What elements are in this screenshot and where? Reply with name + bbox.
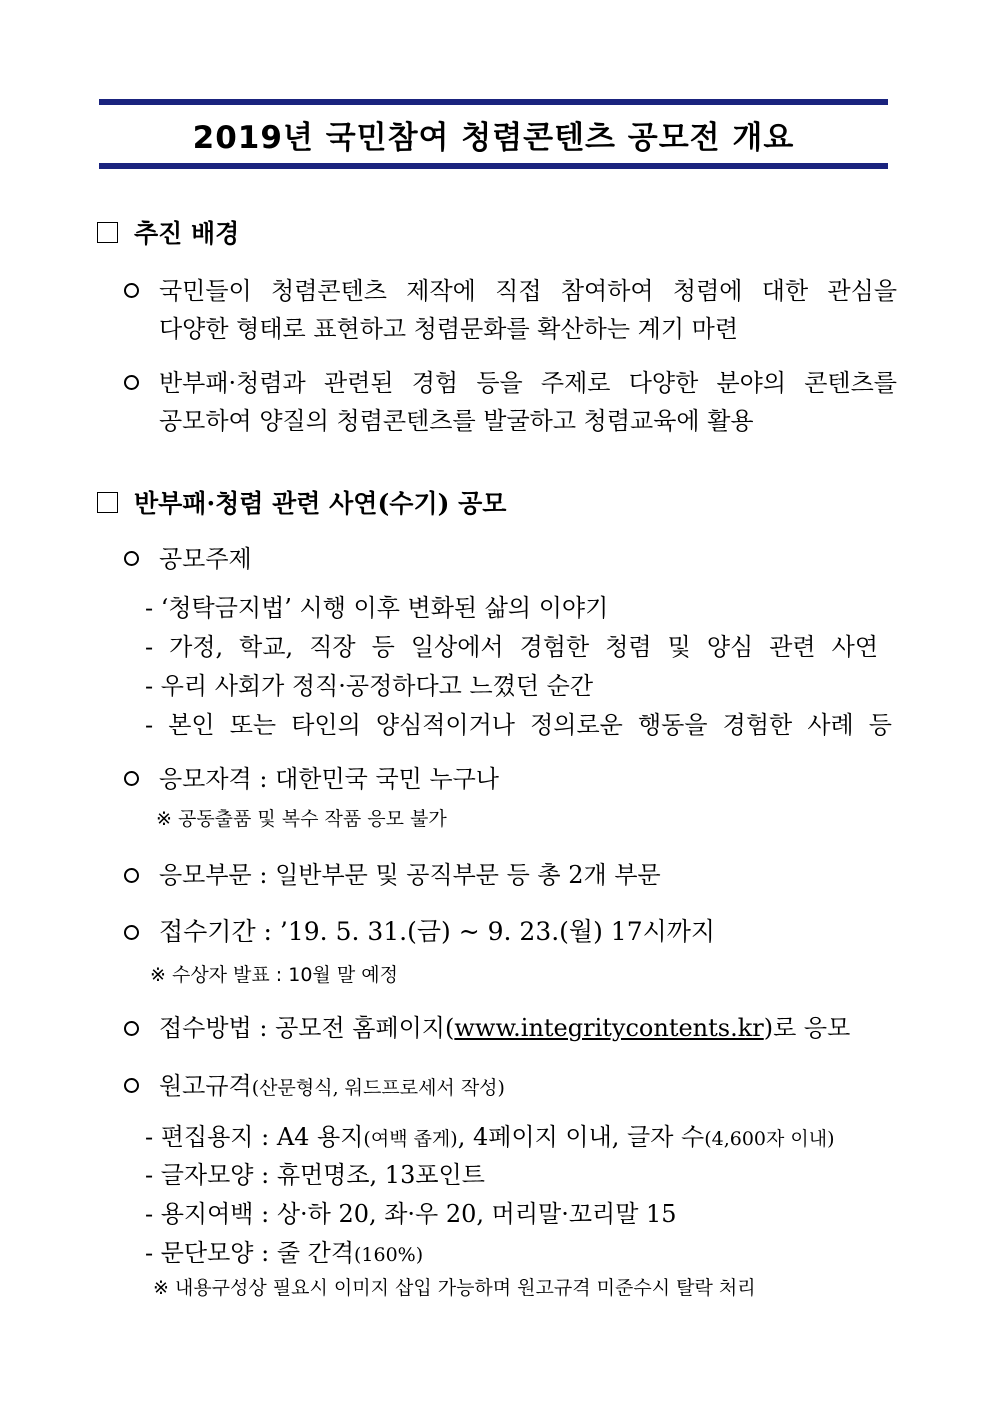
theme-item: - 우리 사회가 정직·공정하다고 느꼈던 순간	[145, 672, 594, 700]
theme-item: - ‘청탁금지법’ 시행 이후 변화된 삶의 이야기	[145, 594, 609, 622]
background-item-1-line-1: 국민들이 청렴콘텐츠 제작에 직접 참여하여 청렴에 대한 관심을	[159, 277, 897, 305]
category: 응모부문 : 일반부문 및 공직부문 등 총 2개 부문	[159, 861, 661, 889]
section-heading-story-contest: 반부패·청렴 관련 사연(수기) 공모	[97, 484, 506, 520]
spec-paper: - 편집용지 : A4 용지(여백 좁게), 4페이지 이내, 글자 수(4,600자 이내)	[145, 1123, 835, 1151]
checkbox-square-icon	[97, 492, 118, 513]
eligibility: 응모자격 : 대한민국 국민 누구나	[159, 765, 499, 793]
bullet-circle-icon	[124, 375, 139, 390]
spec-note: ※ 내용구성상 필요시 이미지 삽입 가능하며 원고규격 미준수시 탈락 처리	[153, 1277, 756, 1299]
bullet-circle-icon	[124, 868, 139, 883]
background-item-2-line-2: 공모하여 양질의 청렴콘텐츠를 발굴하고 청렴교육에 활용	[159, 407, 754, 435]
period-note: ※ 수상자 발표 : 10월 말 예정	[150, 964, 398, 986]
title-bottom-rule	[99, 163, 888, 169]
bullet-circle-icon	[124, 1021, 139, 1036]
page-title: 2019년 국민참여 청렴콘텐츠 공모전 개요	[192, 120, 795, 156]
bullet-circle-icon	[124, 551, 139, 566]
spec-label: 원고규격(산문형식, 워드프로세서 작성)	[159, 1072, 505, 1100]
eligibility-note: ※ 공동출품 및 복수 작품 응모 불가	[156, 808, 447, 830]
spec-font: - 글자모양 : 휴먼명조, 13포인트	[145, 1161, 485, 1189]
bullet-circle-icon	[124, 1078, 139, 1093]
spec-margins: - 용지여백 : 상·하 20, 좌·우 20, 머리말·꼬리말 15	[145, 1200, 677, 1228]
title-top-rule	[99, 99, 888, 105]
submission-period: 접수기간 : ’19. 5. 31.(금) ~ 9. 23.(월) 17시까지	[159, 917, 716, 946]
section-heading-background: 추진 배경	[97, 214, 239, 250]
theme-item: - 가정, 학교, 직장 등 일상에서 경험한 청렴 및 양심 관련 사연	[145, 633, 878, 661]
theme-item: - 본인 또는 타인의 양심적이거나 정의로운 행동을 경험한 사례 등	[145, 711, 892, 739]
background-item-2-line-1: 반부패·청렴과 관련된 경험 등을 주제로 다양한 분야의 콘텐츠를	[159, 369, 897, 397]
bullet-circle-icon	[124, 283, 139, 298]
homepage-link[interactable]: www.integritycontents.kr	[454, 1014, 764, 1042]
spec-paragraph: - 문단모양 : 줄 간격(160%)	[145, 1239, 424, 1267]
submission-method: 접수방법 : 공모전 홈페이지(www.integritycontents.kr)로 응모	[159, 1014, 851, 1042]
bullet-circle-icon	[124, 925, 139, 940]
background-item-1-line-2: 다양한 형태로 표현하고 청렴문화를 확산하는 계기 마련	[159, 315, 739, 343]
theme-label: 공모주제	[159, 545, 252, 573]
bullet-circle-icon	[124, 771, 139, 786]
checkbox-square-icon	[97, 222, 118, 243]
